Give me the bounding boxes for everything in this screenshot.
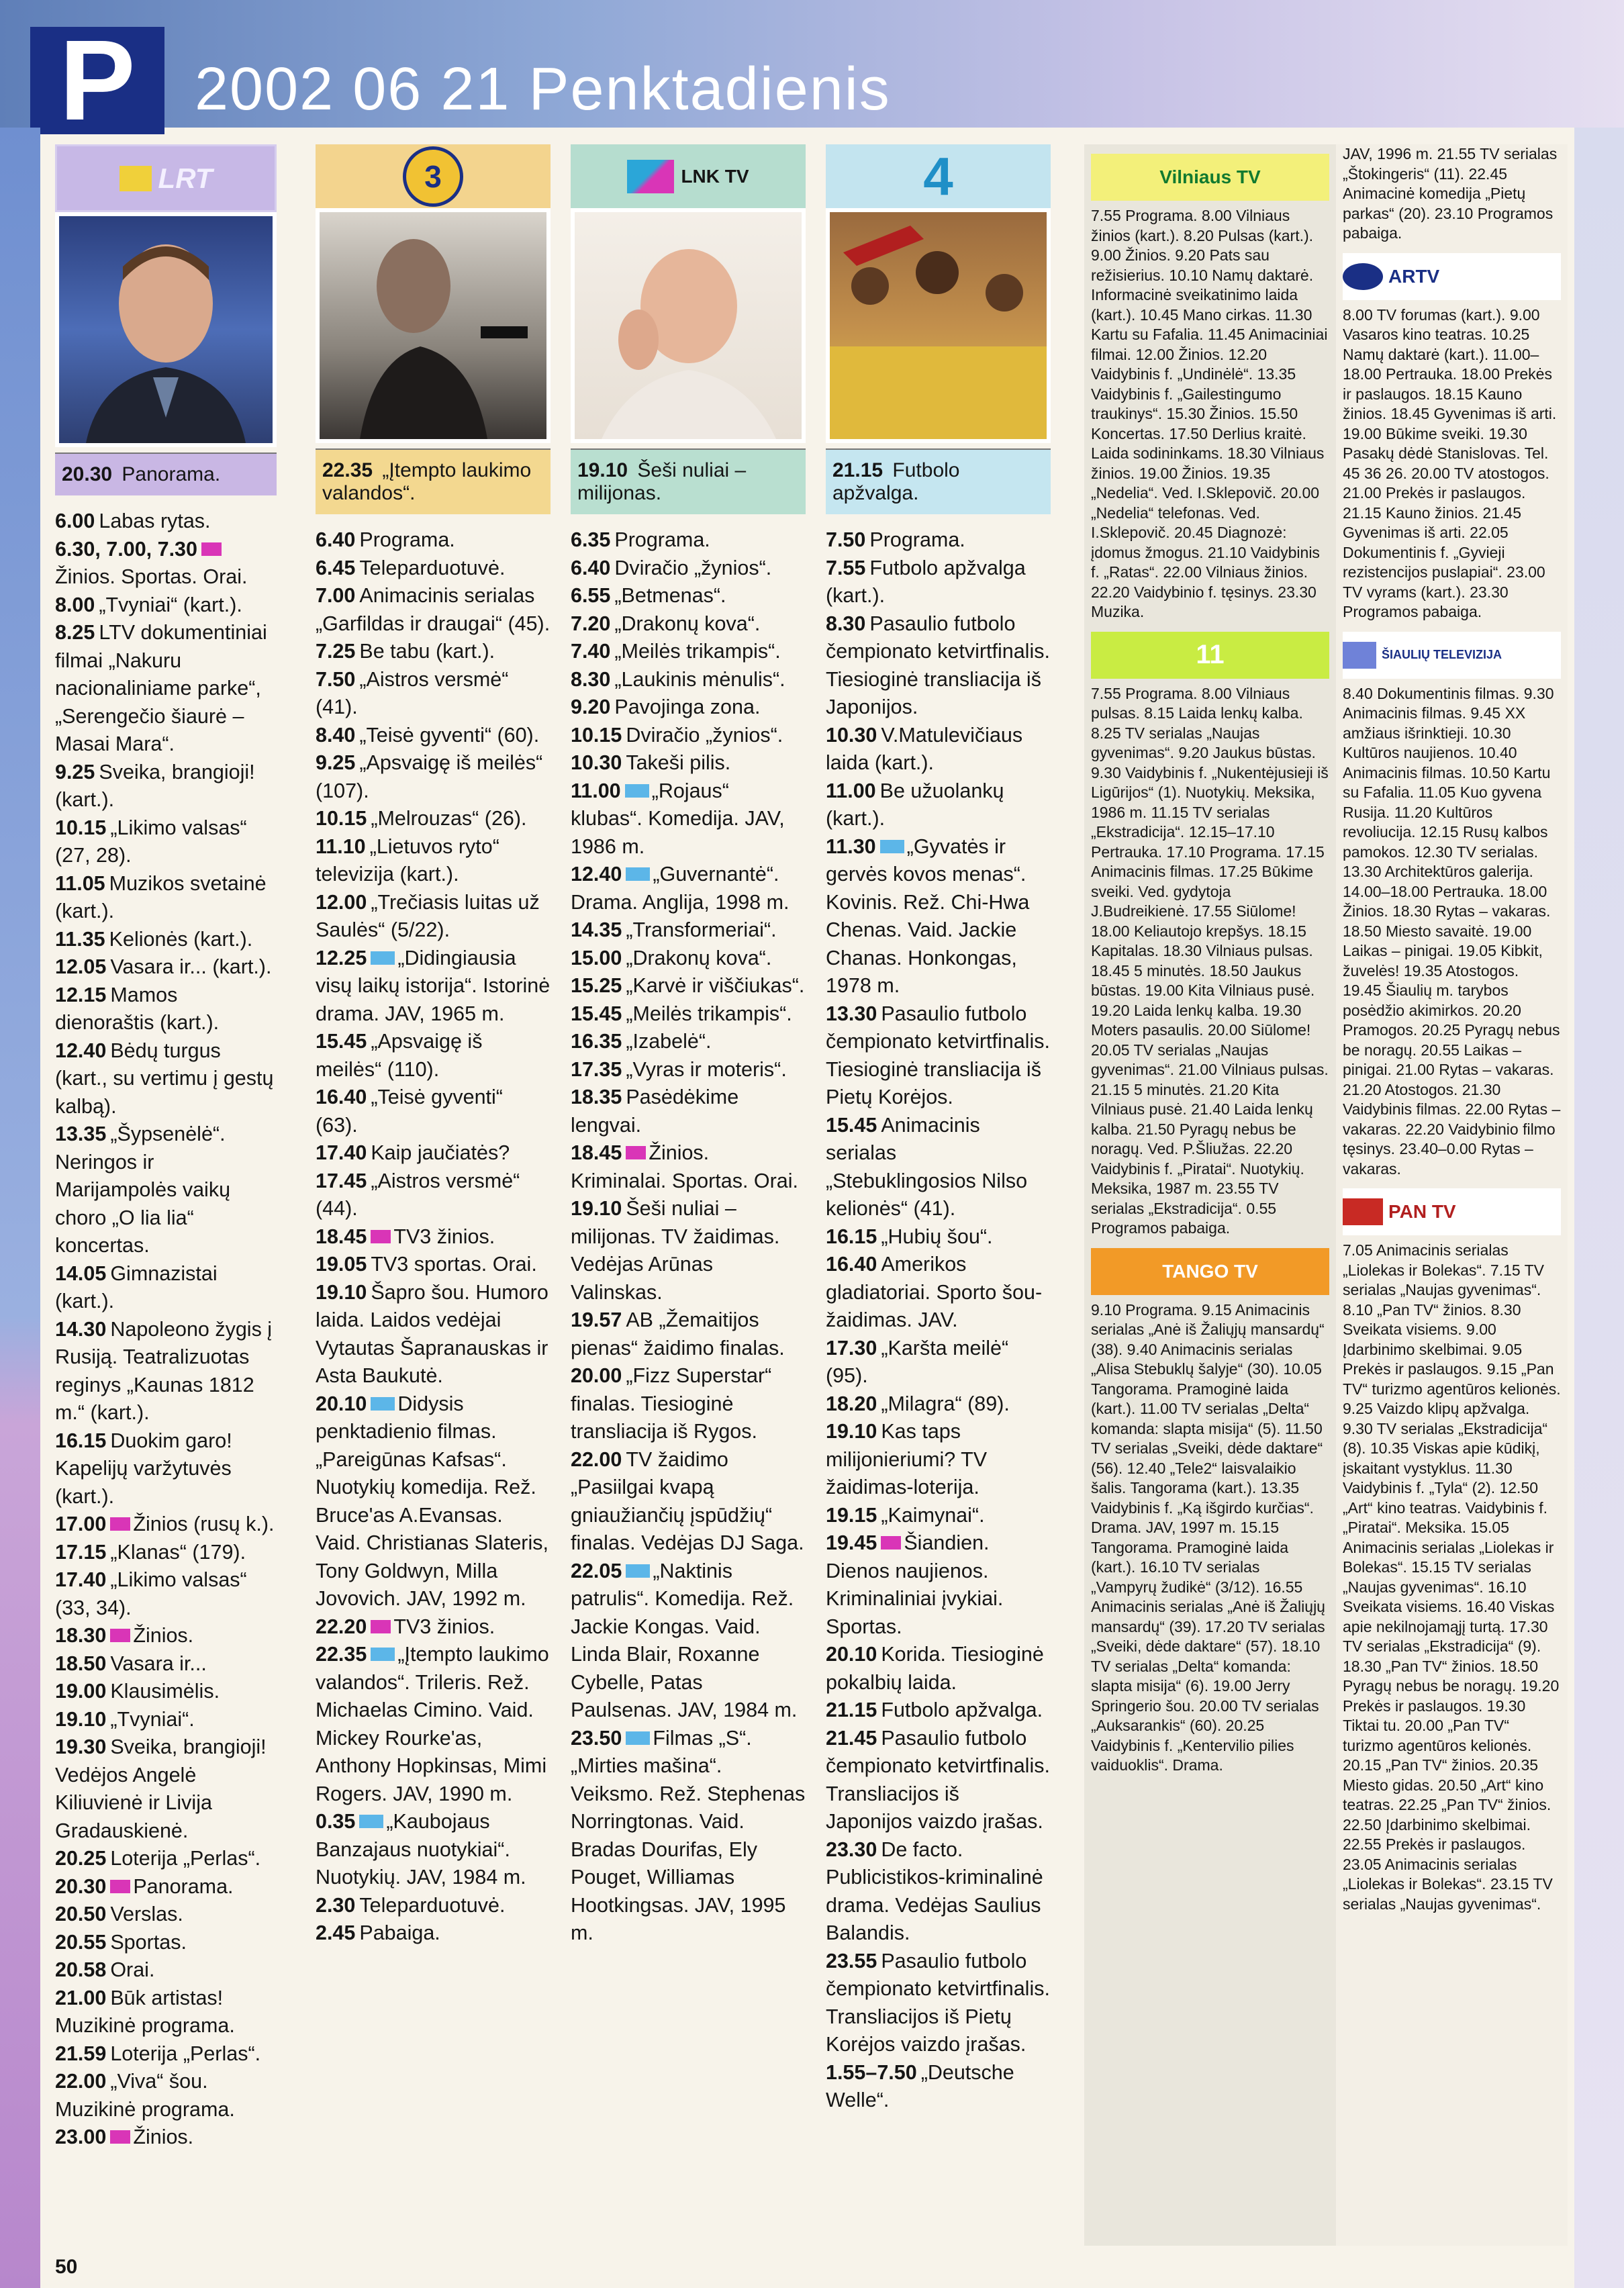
list-item: 16.15 Duokim garo! Kapelijų varžytuvės (kart.). [55,1429,232,1508]
list-item: 12.25 „Didingiausia visų laikų istorija“. Istorinė drama. JAV, 1965 m. [316,946,551,1025]
list-item: 10.15 „Melrouzas“ (26). [316,807,527,830]
list-item: 18.50 Vasara ir... [55,1652,207,1675]
list-item: 20.00 „Fizz Superstar“ finalas. Tiesioginė transliacija iš Rygos. [571,1364,772,1443]
list-item: 19.10 Šeši nuliai – milijonas. TV žaidimas. Vedėjas Arūnas Valinskas. [571,1197,780,1304]
list-item: 23.30 De facto. Publicistikos-kriminalinė drama. Vedėjas Saulius Balandis. [826,1838,1043,1944]
pan-tv-schedule: 7.05 Animacinis serialas „Liolekas ir Bolekas“. 7.15 TV serialas „Naujas gyvenimas“. 8.10 „Pan TV“ žinios. 8.30 Sveikata visiems. 9.00 Įdarbinimo skelbimai. 9.05 Prekės ir paslaugos. 9.15 „Pan TV“ turizmo agentūros kelionės. 9.25 Vaizdo klipų apžvalga. 9.30 TV serialas „Ekstradicija“ (8). 10.35 Viskas apie kūdikį, įskaitant vystyklus. 11.30 Vaidybinis f. „Tyla“ (2). 12.50 „Art“ kino teatras. Vaidybinis f. „Piratai“. Meksika. 15.05 Animacinis serialas „Liolekas ir Bolekas“. 15.15 TV serialas „Naujas gyvenimas“. 16.10 Sveikata visiems. 16.40 Viskas apie nekilnojamąjį turtą. 17.30 TV serialas „Ekstradicija“ (9). 18.30 „Pan TV“ žinios. 18.50 Pyragų nebus be noragų. 19.20 Prekės ir paslaugos. 19.30 Tiktai tu. 20.00 „Pan TV“ turizmo agentūros kelionės. 20.15 „Pan TV“ žinios. 20.35 Miesto gidas. 20.50 „Art“ kino teatras. 22.25 „Pan TV“ žinios. 22.50 Įdarbinimo skelbimai. 22.55 Prekės ir paslaugos. 23.05 Animacinis serialas „Liolekas ir Bolekas“. 23.15 TV serialas „Naujas gyvenimas“. [1343,1241,1561,1913]
tango-tv-schedule: 9.10 Programa. 9.15 Animacinis serialas „Anė iš Žaliųjų mansardų“ (38). 9.40 Animacinis serialas „Alisa Stebuklų šalyje“ (30). 10.05 Tangorama. Pramoginė laida (kart.). 11.00 TV serialas „Delta“ komanda: slapta misija“ (5). 11.50 TV serialas „Sveiki, dėde daktare“ (56). 12.40 „Tele2“ laisvalaikio šalis. Tangorama (kart.). 13.35 Vaidybinis f. „Ką išgirdo kurčias“. Drama. JAV, 1997 m. 15.15 Tangorama. Pramoginė laida (kart.). 16.10 TV serialas „Vampyrų žudikė“ (3/12). 16.55 Animacinis serialas „Anė iš Žaliųjų mansardų“ (39). 17.20 TV serialas „Sveiki, dėde daktare“ (57). 18.10 TV serialas „Delta“ komanda: slapta misija“ (6). 19.00 Jerry Springerio šou. 20.00 TV serialas „Auksarankis“ (60). 20.25 Vaidybinis f. „Kentervilio pilies vaiduoklis“. Drama. [1091,1300,1325,1774]
list-item: 20.10 Didysis penktadienio filmas. „Pareigūnas Kafsas“. Nuotykių komedija. Rež. Bruce'as A.Evansas. Vaid. Christianas Slateris, Tony Goldwyn, Milla Jovovich. JAV, 1992 m. [316,1392,548,1610]
list-item: 15.45 „Meilės trikampis“. [571,1002,792,1025]
host-portrait-image [575,212,802,439]
lnk-highlight-band [571,448,806,514]
list-item: 11.00 Be užuolankų (kart.). [826,779,1004,830]
siauliu-tv-logo: ŠIAULIŲ TELEVIZIJA [1343,632,1561,679]
column-lrt [55,144,277,2246]
news-chip-icon [110,1629,130,1642]
highlight-time: 22.35 [322,459,373,481]
list-item: 16.40 „Teisė gyventi“ (63). [316,1086,503,1137]
lrt-highlight-band [55,452,277,495]
list-item: 18.20 „Milagra“ (89). [826,1392,1010,1415]
list-item: 21.45 Pasaulio futbolo čempionato ketvirtfinalis. Transliacijos iš Japonijos vaizdo įrašas. [826,1726,1050,1833]
continued-schedule: JAV, 1996 m. 21.55 TV serialas „Štokingeris“ (11). 22.45 Animacinė komedija „Pietų parkas“ (20). 23.10 Programos pabaiga. [1343,145,1558,242]
page-number: 50 [55,2256,78,2278]
news-chip-icon [881,1536,901,1550]
list-item: 19.15 „Kaimynai“. [826,1503,985,1527]
tv4-highlight-band [826,448,1051,514]
list-item: 8.00 „Tvyniai“ (kart.). [55,593,242,616]
list-item: 20.58 Orai. [55,1958,155,1981]
list-item: 2.45 Pabaiga. [316,1921,440,1944]
vilniaus-tv-logo: Vilniaus TV [1091,154,1329,201]
lrt-logo [55,144,277,212]
column-tv4 [826,144,1051,2246]
highlight-title: Šeši nuliai – milijonas. [577,459,747,504]
list-item: 19.57 AB „Žemaitijos pienas“ žaidimo finalas. [571,1308,785,1360]
lrt-logo-text: LRT [158,162,213,194]
list-item: 2.30 Teleparduotuvė. [316,1893,506,1917]
list-item: 12.05 Vasara ir... (kart.). [55,955,272,978]
list-item: 18.30 Žinios. [55,1624,194,1647]
list-item: 20.50 Verslas. [55,1903,183,1925]
list-item: 19.00 Klausimėlis. [55,1680,220,1703]
list-item: 7.25 Be tabu (kart.). [316,640,495,663]
list-item: 15.45 Animacinis serialas „Stebuklingosios Nilso kelionės“ (41). [826,1113,1028,1220]
lnk-logo-text: LNK TV [681,165,749,187]
right-edge-stripe [1574,128,1624,2288]
lrt-host-photo [55,212,277,447]
artv-logo: ARTV [1343,253,1561,300]
list-item: 15.00 „Drakonų kova“. [571,946,772,969]
siauliu-tv-logo-icon [1343,642,1376,669]
highlight-title: Futbolo apžvalga. [832,459,960,504]
artv-logo-circle-icon [1343,263,1383,290]
list-item: 17.45 „Aistros versmė“ (44). [316,1169,520,1220]
news-chip-icon [110,1880,130,1893]
tv4-crowd-photo [826,208,1051,443]
list-item: 10.15 Dviračio „žynios“. [571,723,783,747]
list-item: 19.45 Šiandien. Dienos naujienos. Kriminaliniai įvykiai. Sportas. [826,1531,1004,1638]
pan-tv-logo-icon [1343,1198,1383,1225]
highlight-title: „Įtempto laukimo valandos“. [322,459,532,504]
list-item: 10.30 V.Matulevičiaus laida (kart.). [826,723,1023,774]
list-item: 7.50 Programa. [826,528,965,551]
list-item: 19.30 Sveika, brangioji! Vedėjos Angelė Kiliuvienė ir Livija Gradauskienė. [55,1735,267,1842]
list-item: 10.30 Takeši pilis. [571,751,731,774]
list-item: 17.35 „Vyras ir moteris“. [571,1057,787,1081]
list-item: 12.40 „Guvernantė“. Drama. Anglija, 1998 m. [571,863,790,914]
highlight-title: Panorama. [122,463,221,485]
column-lnk [571,144,806,2246]
list-item: 21.15 Futbolo apžvalga. [826,1699,1043,1721]
list-item: 12.40 Bėdų turgus (kart., su vertimu į gestų kalbą). [55,1039,274,1118]
list-item: 7.50 „Aistros versmė“ (41). [316,667,509,718]
list-item: 0.35 „Kaubojaus Banzajaus nuotykiai“. Nuotykių. JAV, 1984 m. [316,1810,526,1889]
list-item: 7.00 Animacinis serialas „Garfildas ir draugai“ (45). [316,584,551,635]
list-item: 11.10 „Lietuvos ryto“ televizija (kart.). [316,835,499,886]
news-chip-icon [110,2130,130,2144]
list-item: 23.55 Pasaulio futbolo čempionato ketvirtfinalis. Transliacijos iš Pietų Korėjos vaizdo įrašas. [826,1949,1050,2056]
news-chip-icon [371,1230,391,1243]
list-item: 23.50 Filmas „S“. „Mirties mašina“. Veiksmo. Rež. Stephenas Norringtonas. Vaid. Bradas Dourifas, Ely Pouget, Williamas Hootkingsas. JAV, 1995 m. [571,1726,806,1944]
film-chip-icon [626,1564,650,1578]
list-item: 11.00 „Rojaus“ klubas“. Komedija. JAV, 1986 m. [571,779,785,858]
tv11-logo: 11 [1091,632,1329,679]
tango-tv-logo: TANGO TV [1091,1248,1329,1295]
list-item: 22.20 TV3 žinios. [316,1615,495,1638]
pan-tv-logo: PAN TV [1343,1188,1561,1235]
list-item: 9.25 Sveika, brangioji! (kart.). [55,760,255,811]
left-decorative-stripe [0,128,40,2288]
news-chip-icon [371,1620,391,1633]
list-item: 14.05 Gimnazistai (kart.). [55,1261,218,1313]
highlight-time: 19.10 [577,459,628,481]
list-item: 12.00 „Trečiasis luitas už Saulės“ (5/22). [316,890,540,941]
film-chip-icon [626,1731,650,1745]
tv3-logo-circle-icon [403,146,463,207]
tv4-logo [826,144,1051,208]
list-item: 19.10 Šapro šou. Humoro laida. Laidos vedėjai Vytautas Šapranauskas ir Asta Baukutė. [316,1280,548,1387]
list-item: 21.59 Loterija „Perlas“. [55,2042,261,2065]
list-item: 16.35 „Izabelė“. [571,1030,712,1053]
list-item: 20.10 Korida. Tiesioginė pokalbių laida. [826,1643,1044,1694]
list-item: 6.40 Programa. [316,528,455,551]
lrt-schedule-list [55,508,277,2152]
list-item: 17.30 „Karšta meilė“ (95). [826,1336,1009,1387]
tv3-highlight-band [316,448,551,514]
list-item: 11.35 Kelionės (kart.). [55,927,253,951]
tv4-schedule-list [826,526,1051,2115]
page-title: 2002 06 21 Penktadienis [195,56,891,123]
news-chip-icon [626,1146,646,1159]
list-item: 19.10 „Tvyniai“. [55,1707,195,1731]
list-item: 10.15 „Likimo valsas“ (27, 28). [55,816,247,867]
tv4-logo-text: 4 [923,146,953,206]
list-item: 23.00 Žinios. [55,2126,194,2148]
list-item: 9.25 „Apsvaigę iš meilės“ (107). [316,751,543,802]
list-item: 18.45 TV3 žinios. [316,1225,495,1248]
list-item: 22.05 „Naktinis patrulis“. Komedija. Rež. Jackie Kongas. Vaid. Linda Blair, Roxanne Cybelle, Patas Paulsenas. JAV, 1984 m. [571,1559,798,1721]
news-chip-icon [201,542,222,556]
header-letter-block: P [30,27,164,134]
list-item: 6.35 Programa. [571,528,710,551]
list-item: 12.15 Mamos dienoraštis (kart.). [55,983,220,1034]
list-item: 20.25 Loterija „Perlas“. [55,1847,261,1870]
list-item: 14.35 „Transformeriai“. [571,918,777,941]
news-chip-icon [110,1517,130,1531]
tv3-film-still [316,208,551,443]
list-item: 15.25 „Karvė ir viščiukas“. [571,974,805,997]
lnk-schedule-list [571,526,806,1948]
column-regional-2 [1336,144,1568,2246]
list-item: 6.55 „Betmenas“. [571,584,726,607]
film-chip-icon [359,1815,383,1828]
vilniaus-tv-schedule: 7.55 Programa. 8.00 Vilniaus žinios (kart.). 8.20 Pulsas (kart.). 9.00 Žinios. 9.20 Pats sau režisierius. 10.10 Namų daktarė. Informacinė sveikatinimo laida (kart.). 10.45 Mano cirkas. 11.30 Kartu su Fafalia. 11.45 Animaciniai filmai. 12.00 Žinios. 12.20 Vaidybinis f. „Undinėlė“. 13.35 Vaidybinis f. „Gailestingumo traukinys“. 15.30 Žinios. 15.50 Koncertas. 17.50 Derlius kraitė. Laida sodininkams. 18.30 Vilniaus žinios. 19.00 Žinios. 19.35 „Nedelia“. Ved. I.Sklepovič. 20.00 „Nedelia“ telefonas. Ved. I.Sklepovič. 20.45 Diagnozė: įdomus žmogus. 21.10 Vaidybinis f. „Ratas“. 22.00 Vilniaus žinios. 22.20 Vaidybinio f. tęsinys. 23.30 Muzika. [1091,207,1328,620]
list-item: 6.45 Teleparduotuvė. [316,556,506,579]
list-item: 6.00 Labas rytas. [55,510,211,532]
list-item: 17.40 Kaip jaučiatės? [316,1141,510,1164]
tv3-logo-text: 3 [424,158,442,194]
list-item: 8.30 Pasaulio futbolo čempionato ketvirtfinalis. Tiesioginė transliacija iš Japonijos. [826,612,1050,718]
column-tv3 [316,144,551,2246]
list-item: 6.30, 7.00, 7.30Žinios. Sportas. Orai. [55,537,248,588]
column-regional-1 [1084,144,1336,2246]
list-item: 11.30 „Gyvatės ir gervės kovos menas“. Kovinis. Rež. Chi-Hwa Chenas. Vaid. Jackie Chanas. Honkongas, 1978 m. [826,835,1030,997]
list-item: 7.55 Futbolo apžvalga (kart.). [826,556,1026,607]
lrt-logo-icon [120,166,152,191]
list-item: 19.05 TV3 sportas. Orai. [316,1253,537,1276]
film-chip-icon [625,784,649,798]
list-item: 18.35 Pasėdėkime lengvai. [571,1086,739,1137]
list-item: 17.15 „Klanas“ (179). [55,1540,246,1564]
list-item: 7.20 „Drakonų kova“. [571,612,761,635]
highlight-time: 20.30 [62,463,113,485]
film-chip-icon [371,1397,395,1411]
list-item: 16.15 „Hubių šou“. [826,1225,993,1248]
list-item: 8.25 LTV dokumentiniai filmai „Nakuru nacionaliniame parke“, „Serengečio šiaurė – Masai Mara“. [55,621,267,755]
list-item: 22.00 „Viva“ šou. Muzikinė programa. [55,2070,235,2121]
list-item: 16.40 Amerikos gladiatoriai. Sporto šou-žaidimas. JAV. [826,1253,1043,1331]
tv3-schedule-list [316,526,551,1948]
list-item: 18.45 Žinios. Kriminalai. Sportas. Orai. [571,1141,798,1192]
host-portrait-image [59,216,273,443]
list-item: 20.30 Panorama. [55,1874,234,1898]
film-chip-icon [880,840,904,853]
list-item: 19.10 Kas taps milijonieriumi? TV žaidimas-loterija. [826,1420,988,1498]
crowd-image [830,212,1047,439]
list-item: 14.30 Napoleono žygis į Rusiją. Teatralizuotas reginys „Kaunas 1812 m.“ (kart.). [55,1317,273,1424]
list-item: 13.30 Pasaulio futbolo čempionato ketvirtfinalis. Tiesioginė transliacija iš Pietų Korėjos. [826,1002,1050,1108]
film-chip-icon [371,951,395,965]
film-still-image [320,212,546,439]
film-chip-icon [371,1648,395,1661]
tv11-schedule: 7.55 Programa. 8.00 Vilniaus pulsas. 8.15 Laida lenkų kalba. 8.25 TV serialas „Naujas gyvenimas“. 9.20 Jaukus būstas. 9.30 Vaidybinis f. „Nukentėjusieji iš Ligūrijos“ (1). Nuotykių. Meksika, 1986 m. 11.15 TV serialas „Ekstradicija“. 12.15–17.10 Pertrauka. 17.10 Programa. 17.15 Animacinis filmas. 17.25 Būkime sveiki. Ved. gydytoja J.Budreikienė. 17.55 Siūlome! 18.00 Keliautojo krepšys. 18.15 Kapitalas. 18.30 Vilniaus pulsas. 18.45 5 minutės. 18.50 Jaukus būstas. 19.00 Kita Vilniaus pusė. 19.20 Laida lenkų kalba. 19.30 Moters pasaulis. 20.00 Siūlome! 20.05 TV serialas „Naujas gyvenimas“. 21.00 Vilniaus pulsas. 21.15 5 minutės. 21.20 Kita Vilniaus pusė. 21.40 Laida lenkų kalba. 21.50 Pyragų nebus be noragų. Ved. P.Šliužas. 22.20 Vaidybinis f. „Piratai“. Nuotykių. Meksika, 1987 m. 23.55 TV serialas „Ekstradicija“. 0.55 Programos pabaiga. [1091,684,1329,1237]
list-item: 9.20 Pavojinga zona. [571,696,761,718]
list-item: 8.30 „Laukinis mėnulis“. [571,667,785,691]
siauliu-tv-schedule: 8.40 Dokumentinis filmas. 9.30 Animacinis filmas. 9.45 XX amžiaus išrinktieji. 10.30 Kultūros naujienos. 10.40 Animacinis filmas. 10.50 Kartu su Fafalia. 11.05 Kuo gyvena Rusija. 11.20 Kultūros revoliucija. 12.15 Rusų kalbos pamokos. 12.30 TV serialas. 13.30 Architektūros galerija. 14.00–18.00 Pertrauka. 18.00 Žinios. 18.30 Rytas – vakaras. 18.50 Miesto savaitė. 19.00 Laikas – pinigai. 19.05 Kibkit, žuvelės! 19.35 Atostogos. 19.45 Šiaulių m. tarybos posėdžio akimirkos. 20.20 Pramogos. 20.25 Pyragų nebus be noragų. 20.55 Laikas – pinigai. 21.00 Rytas – vakaras. 21.20 Atostogos. 21.30 Vaidybinis filmas. 22.00 Rytas – vakaras. 22.20 Vaidybinio filmo tęsinys. 23.40–0.00 Rytas – vakaras. [1343,684,1561,1178]
list-item: 22.00 TV žaidimo „Pasiilgai kvapą gniaužiančių įspūdžių“ finalas. Vedėjas DJ Saga. [571,1447,804,1554]
lnk-host-photo [571,208,806,443]
list-item: 22.35 „Įtempto laukimo valandos“. Trileris. Rež. Michaelas Cimino. Vaid. Mickey Rourke'as, Anthony Hopkinsas, Mimi Rogers. JAV, 1990 m. [316,1643,549,1805]
list-item: 17.00 Žinios (rusų k.). [55,1513,275,1535]
list-item: 6.40 Dviračio „žynios“. [571,556,772,579]
list-item: 13.35 „Šypsenėlė“. Neringos ir Marijampolės vaikų choro „O lia lia“ koncertas. [55,1123,231,1257]
artv-schedule: 8.00 TV forumas (kart.). 9.00 Vasaros kino teatras. 10.25 Namų daktarė (kart.). 11.00–18.00 Pertrauka. 18.00 Prekės ir paslaugos. 18.15 Kauno žinios. 18.45 Gyvenimas iš arti. 19.00 Būkime sveiki. 19.30 Pasakų dėdė Stanislovas. Tel. 45 36 26. 20.00 TV atostogos. 21.00 Prekės ir paslaugos. 21.15 Kauno žinios. 21.45 Gyvenimas iš arti. 22.05 Dokumentinis f. „Gyvieji rezistencijos puslapiai“. 23.00 TV vyrams (kart.). 23.30 Programos pabaiga. [1343,305,1557,620]
list-item: 20.55 Sportas. [55,1930,187,1954]
tv3-logo [316,144,551,208]
list-item: 21.00 Būk artistas! Muzikinė programa. [55,1986,235,2037]
highlight-time: 21.15 [832,459,883,481]
lnk-logo-icon [627,160,674,193]
film-chip-icon [626,867,650,881]
list-item: 15.45 „Apsvaigę iš meilės“ (110). [316,1030,483,1081]
list-item: 1.55–7.50 „Deutsche Welle“. [826,2060,1014,2111]
lnk-logo [571,144,806,208]
list-item: 17.40 „Likimo valsas“ (33, 34). [55,1568,247,1619]
list-item: 7.40 „Meilės trikampis“. [571,640,781,663]
list-item: 11.05 Muzikos svetainė (kart.). [55,871,267,922]
list-item: 8.40 „Teisė gyventi“ (60). [316,723,540,747]
